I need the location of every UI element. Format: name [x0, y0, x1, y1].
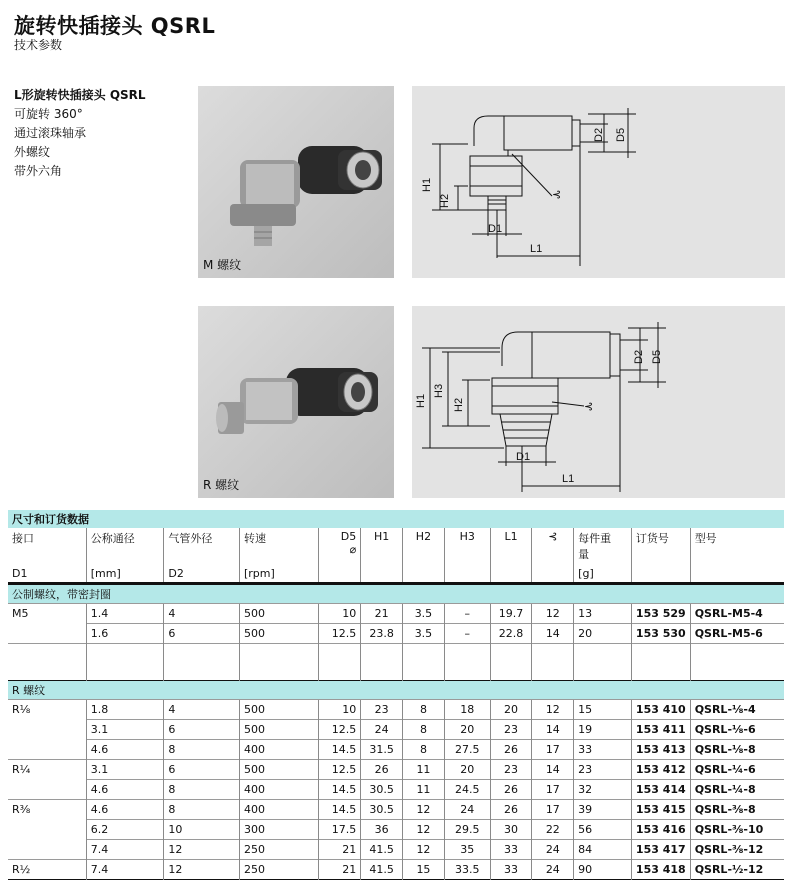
- cell-d5: 12.5: [319, 760, 361, 780]
- cell-speed: 500: [239, 604, 318, 624]
- dim-label-h3: H3: [433, 383, 445, 398]
- cell-weight: 33: [574, 740, 632, 760]
- dim-label-d1: D1: [488, 223, 503, 235]
- cell-tube: 6: [164, 760, 240, 780]
- section-r-thread: R 螺纹: [8, 681, 784, 700]
- cell-weight: 23: [574, 760, 632, 780]
- table-row: [8, 740, 784, 760]
- cell-nominal: 7.4: [86, 840, 164, 860]
- dim-label-h1: H1: [415, 393, 427, 408]
- cell-weight: 19: [574, 720, 632, 740]
- cell-l1: 26: [490, 800, 532, 820]
- fitting-r-thread-image: [198, 306, 394, 498]
- cell-order: 153 418: [631, 860, 690, 880]
- cell-speed: 250: [239, 840, 318, 860]
- cell-h1: 30.5: [361, 800, 403, 820]
- cell-l1: 26: [490, 740, 532, 760]
- cell-type: QSRL-¼-6: [690, 760, 784, 780]
- header-nominal: 公称通径: [86, 528, 164, 564]
- cell-order: 153 413: [631, 740, 690, 760]
- diameter-icon: ⌀: [349, 543, 357, 556]
- cell-nominal: 4.6: [86, 800, 164, 820]
- dim-label-l1: L1: [530, 243, 543, 255]
- cell-h3: 27.5: [444, 740, 490, 760]
- cell-d5: 12.5: [319, 720, 361, 740]
- cell-h1: 41.5: [361, 860, 403, 880]
- unit-speed: [rpm]: [239, 564, 318, 584]
- order-data-table: [8, 510, 784, 880]
- cell-sw: 17: [532, 740, 574, 760]
- cell-port: M5: [8, 604, 86, 624]
- header-speed: 转速: [239, 528, 318, 564]
- cell-port: R⅜: [8, 800, 86, 820]
- header-d5-label: D5: [340, 530, 357, 543]
- cell-type: QSRL-½-12: [690, 860, 784, 880]
- cell-l1: 20: [490, 700, 532, 720]
- cell-h1: 36: [361, 820, 403, 840]
- table-row: [8, 624, 784, 644]
- feature-item: 外螺纹: [14, 145, 51, 159]
- product-photo-m-thread: [198, 86, 394, 278]
- dimension-drawing-r-thread: [412, 306, 785, 498]
- feature-item: 通过滚珠轴承: [14, 126, 87, 140]
- feature-item: 可旋转 360°: [14, 107, 83, 121]
- dimension-drawing-m-svg: [412, 86, 785, 278]
- header-wrench-icon: ⊰: [532, 528, 574, 564]
- header-weight-line1: 每件重: [578, 532, 612, 545]
- cell-order: 153 412: [631, 760, 690, 780]
- cell-port: R½: [8, 860, 86, 880]
- cell-port: [8, 780, 86, 800]
- header-weight-line2: 量: [578, 548, 590, 561]
- cell-nominal: 4.6: [86, 780, 164, 800]
- table-row: [8, 720, 784, 740]
- cell-h2: 12: [403, 800, 445, 820]
- cell-sw: 14: [532, 624, 574, 644]
- cell-h2: 8: [403, 740, 445, 760]
- dim-label-d5: D5: [615, 127, 627, 142]
- dimension-drawing-m-thread: [412, 86, 785, 278]
- dim-label-h2: H2: [453, 397, 465, 412]
- cell-nominal: 1.4: [86, 604, 164, 624]
- photo-caption-m: M 螺纹: [203, 258, 242, 272]
- cell-h3: 20: [444, 760, 490, 780]
- cell-weight: 39: [574, 800, 632, 820]
- table-row: [8, 780, 784, 800]
- cell-tube: 6: [164, 624, 240, 644]
- header-h2: H2: [403, 528, 445, 564]
- cell-h3: 35: [444, 840, 490, 860]
- dim-label-d1: D1: [516, 451, 531, 463]
- cell-h2: 3.5: [403, 604, 445, 624]
- cell-h1: 31.5: [361, 740, 403, 760]
- cell-l1: 23: [490, 760, 532, 780]
- header-tube: 气管外径: [164, 528, 240, 564]
- cell-h3: 18: [444, 700, 490, 720]
- cell-type: QSRL-⅜-12: [690, 840, 784, 860]
- cell-tube: 4: [164, 604, 240, 624]
- header-type: 型号: [690, 528, 784, 564]
- cell-nominal: 7.4: [86, 860, 164, 880]
- cell-sw: 24: [532, 860, 574, 880]
- cell-speed: 500: [239, 624, 318, 644]
- feature-heading: L形旋转快插接头 QSRL: [14, 88, 146, 102]
- dimension-drawing-r-svg: [412, 306, 785, 498]
- cell-weight: 56: [574, 820, 632, 840]
- unit-port: D1: [8, 564, 86, 584]
- table-row: [8, 604, 784, 624]
- cell-h1: 41.5: [361, 840, 403, 860]
- cell-weight: 20: [574, 624, 632, 644]
- header-l1: L1: [490, 528, 532, 564]
- cell-nominal: 1.8: [86, 700, 164, 720]
- cell-tube: 6: [164, 720, 240, 740]
- cell-port: R⅛: [8, 700, 86, 720]
- cell-d5: 14.5: [319, 740, 361, 760]
- cell-port: [8, 624, 86, 644]
- cell-nominal: 1.6: [86, 624, 164, 644]
- cell-tube: 4: [164, 700, 240, 720]
- cell-tube: 8: [164, 800, 240, 820]
- cell-nominal: 3.1: [86, 720, 164, 740]
- header-order: 订货号: [631, 528, 690, 564]
- cell-tube: 8: [164, 740, 240, 760]
- wrench-icon: ⊰: [584, 401, 594, 413]
- cell-sw: 12: [532, 700, 574, 720]
- cell-h3: –: [444, 624, 490, 644]
- table-row: [8, 840, 784, 860]
- cell-type: QSRL-M5-6: [690, 624, 784, 644]
- header-port: 接口: [12, 532, 34, 545]
- cell-port: R¼: [8, 760, 86, 780]
- cell-type: QSRL-M5-4: [690, 604, 784, 624]
- cell-port: [8, 820, 86, 840]
- cell-d5: 14.5: [319, 780, 361, 800]
- cell-h3: 24.5: [444, 780, 490, 800]
- cell-h3: 24: [444, 800, 490, 820]
- cell-speed: 400: [239, 740, 318, 760]
- cell-port: [8, 840, 86, 860]
- cell-tube: 10: [164, 820, 240, 840]
- cell-speed: 300: [239, 820, 318, 840]
- cell-tube: 8: [164, 780, 240, 800]
- feature-item: 带外六角: [14, 164, 63, 178]
- cell-type: QSRL-⅛-8: [690, 740, 784, 760]
- cell-h2: 12: [403, 840, 445, 860]
- cell-d5: 10: [319, 700, 361, 720]
- cell-weight: 13: [574, 604, 632, 624]
- cell-d5: 21: [319, 840, 361, 860]
- cell-h2: 15: [403, 860, 445, 880]
- cell-l1: 19.7: [490, 604, 532, 624]
- cell-sw: 12: [532, 604, 574, 624]
- cell-h2: 3.5: [403, 624, 445, 644]
- cell-l1: 33: [490, 840, 532, 860]
- cell-order: 153 415: [631, 800, 690, 820]
- cell-h1: 23: [361, 700, 403, 720]
- cell-order: 153 410: [631, 700, 690, 720]
- cell-d5: 21: [319, 860, 361, 880]
- unit-tube: D2: [164, 564, 240, 584]
- cell-type: QSRL-⅛-4: [690, 700, 784, 720]
- cell-port: [8, 740, 86, 760]
- cell-weight: 90: [574, 860, 632, 880]
- cell-tube: 12: [164, 840, 240, 860]
- header-weight: [574, 528, 632, 564]
- table-row: [8, 820, 784, 840]
- cell-weight: 15: [574, 700, 632, 720]
- cell-sw: 17: [532, 780, 574, 800]
- cell-speed: 250: [239, 860, 318, 880]
- table-row: [8, 860, 784, 880]
- cell-h1: 21: [361, 604, 403, 624]
- cell-h1: 23.8: [361, 624, 403, 644]
- fitting-m-thread-image: [198, 86, 394, 278]
- cell-sw: 14: [532, 760, 574, 780]
- cell-sw: 17: [532, 800, 574, 820]
- dim-label-d2: D2: [633, 349, 645, 364]
- dim-label-l1: L1: [562, 473, 575, 485]
- cell-h2: 8: [403, 700, 445, 720]
- cell-type: QSRL-⅜-8: [690, 800, 784, 820]
- page-title: 旋转快插接头 QSRL: [14, 14, 216, 38]
- cell-type: QSRL-¼-8: [690, 780, 784, 800]
- section-metric: 公制螺纹，带密封圈: [8, 584, 784, 604]
- cell-type: QSRL-⅜-10: [690, 820, 784, 840]
- cell-h2: 8: [403, 720, 445, 740]
- cell-speed: 500: [239, 760, 318, 780]
- cell-h2: 11: [403, 760, 445, 780]
- cell-d5: 10: [319, 604, 361, 624]
- cell-nominal: 4.6: [86, 740, 164, 760]
- cell-l1: 33: [490, 860, 532, 880]
- cell-weight: 84: [574, 840, 632, 860]
- cell-h1: 26: [361, 760, 403, 780]
- cell-nominal: 3.1: [86, 760, 164, 780]
- table-body: [8, 510, 784, 604]
- table-title: 尺寸和订货数据: [8, 510, 784, 528]
- cell-speed: 400: [239, 800, 318, 820]
- cell-order: 153 417: [631, 840, 690, 860]
- cell-l1: 30: [490, 820, 532, 840]
- header-d5: [319, 528, 361, 564]
- cell-order: 153 416: [631, 820, 690, 840]
- cell-h3: 20: [444, 720, 490, 740]
- cell-nominal: 6.2: [86, 820, 164, 840]
- cell-h2: 11: [403, 780, 445, 800]
- r-thread-rows: [8, 700, 784, 880]
- cell-tube: 12: [164, 860, 240, 880]
- cell-speed: 400: [239, 780, 318, 800]
- metric-rows: [8, 604, 784, 644]
- unit-weight: [g]: [574, 564, 632, 584]
- dim-label-h1: H1: [421, 177, 433, 192]
- cell-h2: 12: [403, 820, 445, 840]
- cell-order: 153 414: [631, 780, 690, 800]
- cell-h3: 33.5: [444, 860, 490, 880]
- cell-port: [8, 720, 86, 740]
- dim-label-d5: D5: [651, 349, 663, 364]
- cell-type: QSRL-⅛-6: [690, 720, 784, 740]
- cell-h3: 29.5: [444, 820, 490, 840]
- cell-order: 153 529: [631, 604, 690, 624]
- header-h1: H1: [361, 528, 403, 564]
- cell-h3: –: [444, 604, 490, 624]
- table-row: [8, 700, 784, 720]
- cell-sw: 22: [532, 820, 574, 840]
- cell-d5: 14.5: [319, 800, 361, 820]
- unit-nominal: [mm]: [86, 564, 164, 584]
- cell-speed: 500: [239, 720, 318, 740]
- cell-sw: 24: [532, 840, 574, 860]
- feature-list: [14, 86, 146, 181]
- cell-weight: 32: [574, 780, 632, 800]
- cell-d5: 12.5: [319, 624, 361, 644]
- header-h3: H3: [444, 528, 490, 564]
- cell-sw: 14: [532, 720, 574, 740]
- photo-caption-r: R 螺纹: [203, 478, 240, 492]
- cell-speed: 500: [239, 700, 318, 720]
- cell-l1: 22.8: [490, 624, 532, 644]
- cell-l1: 23: [490, 720, 532, 740]
- wrench-icon: ⊰: [552, 189, 562, 201]
- cell-order: 153 411: [631, 720, 690, 740]
- cell-h1: 24: [361, 720, 403, 740]
- page-subtitle: 技术参数: [14, 38, 63, 52]
- table-row: [8, 800, 784, 820]
- table-row: [8, 760, 784, 780]
- dim-label-d2: D2: [593, 127, 605, 142]
- dim-label-h2: H2: [439, 193, 451, 208]
- cell-d5: 17.5: [319, 820, 361, 840]
- cell-h1: 30.5: [361, 780, 403, 800]
- product-photo-r-thread: [198, 306, 394, 498]
- cell-order: 153 530: [631, 624, 690, 644]
- cell-l1: 26: [490, 780, 532, 800]
